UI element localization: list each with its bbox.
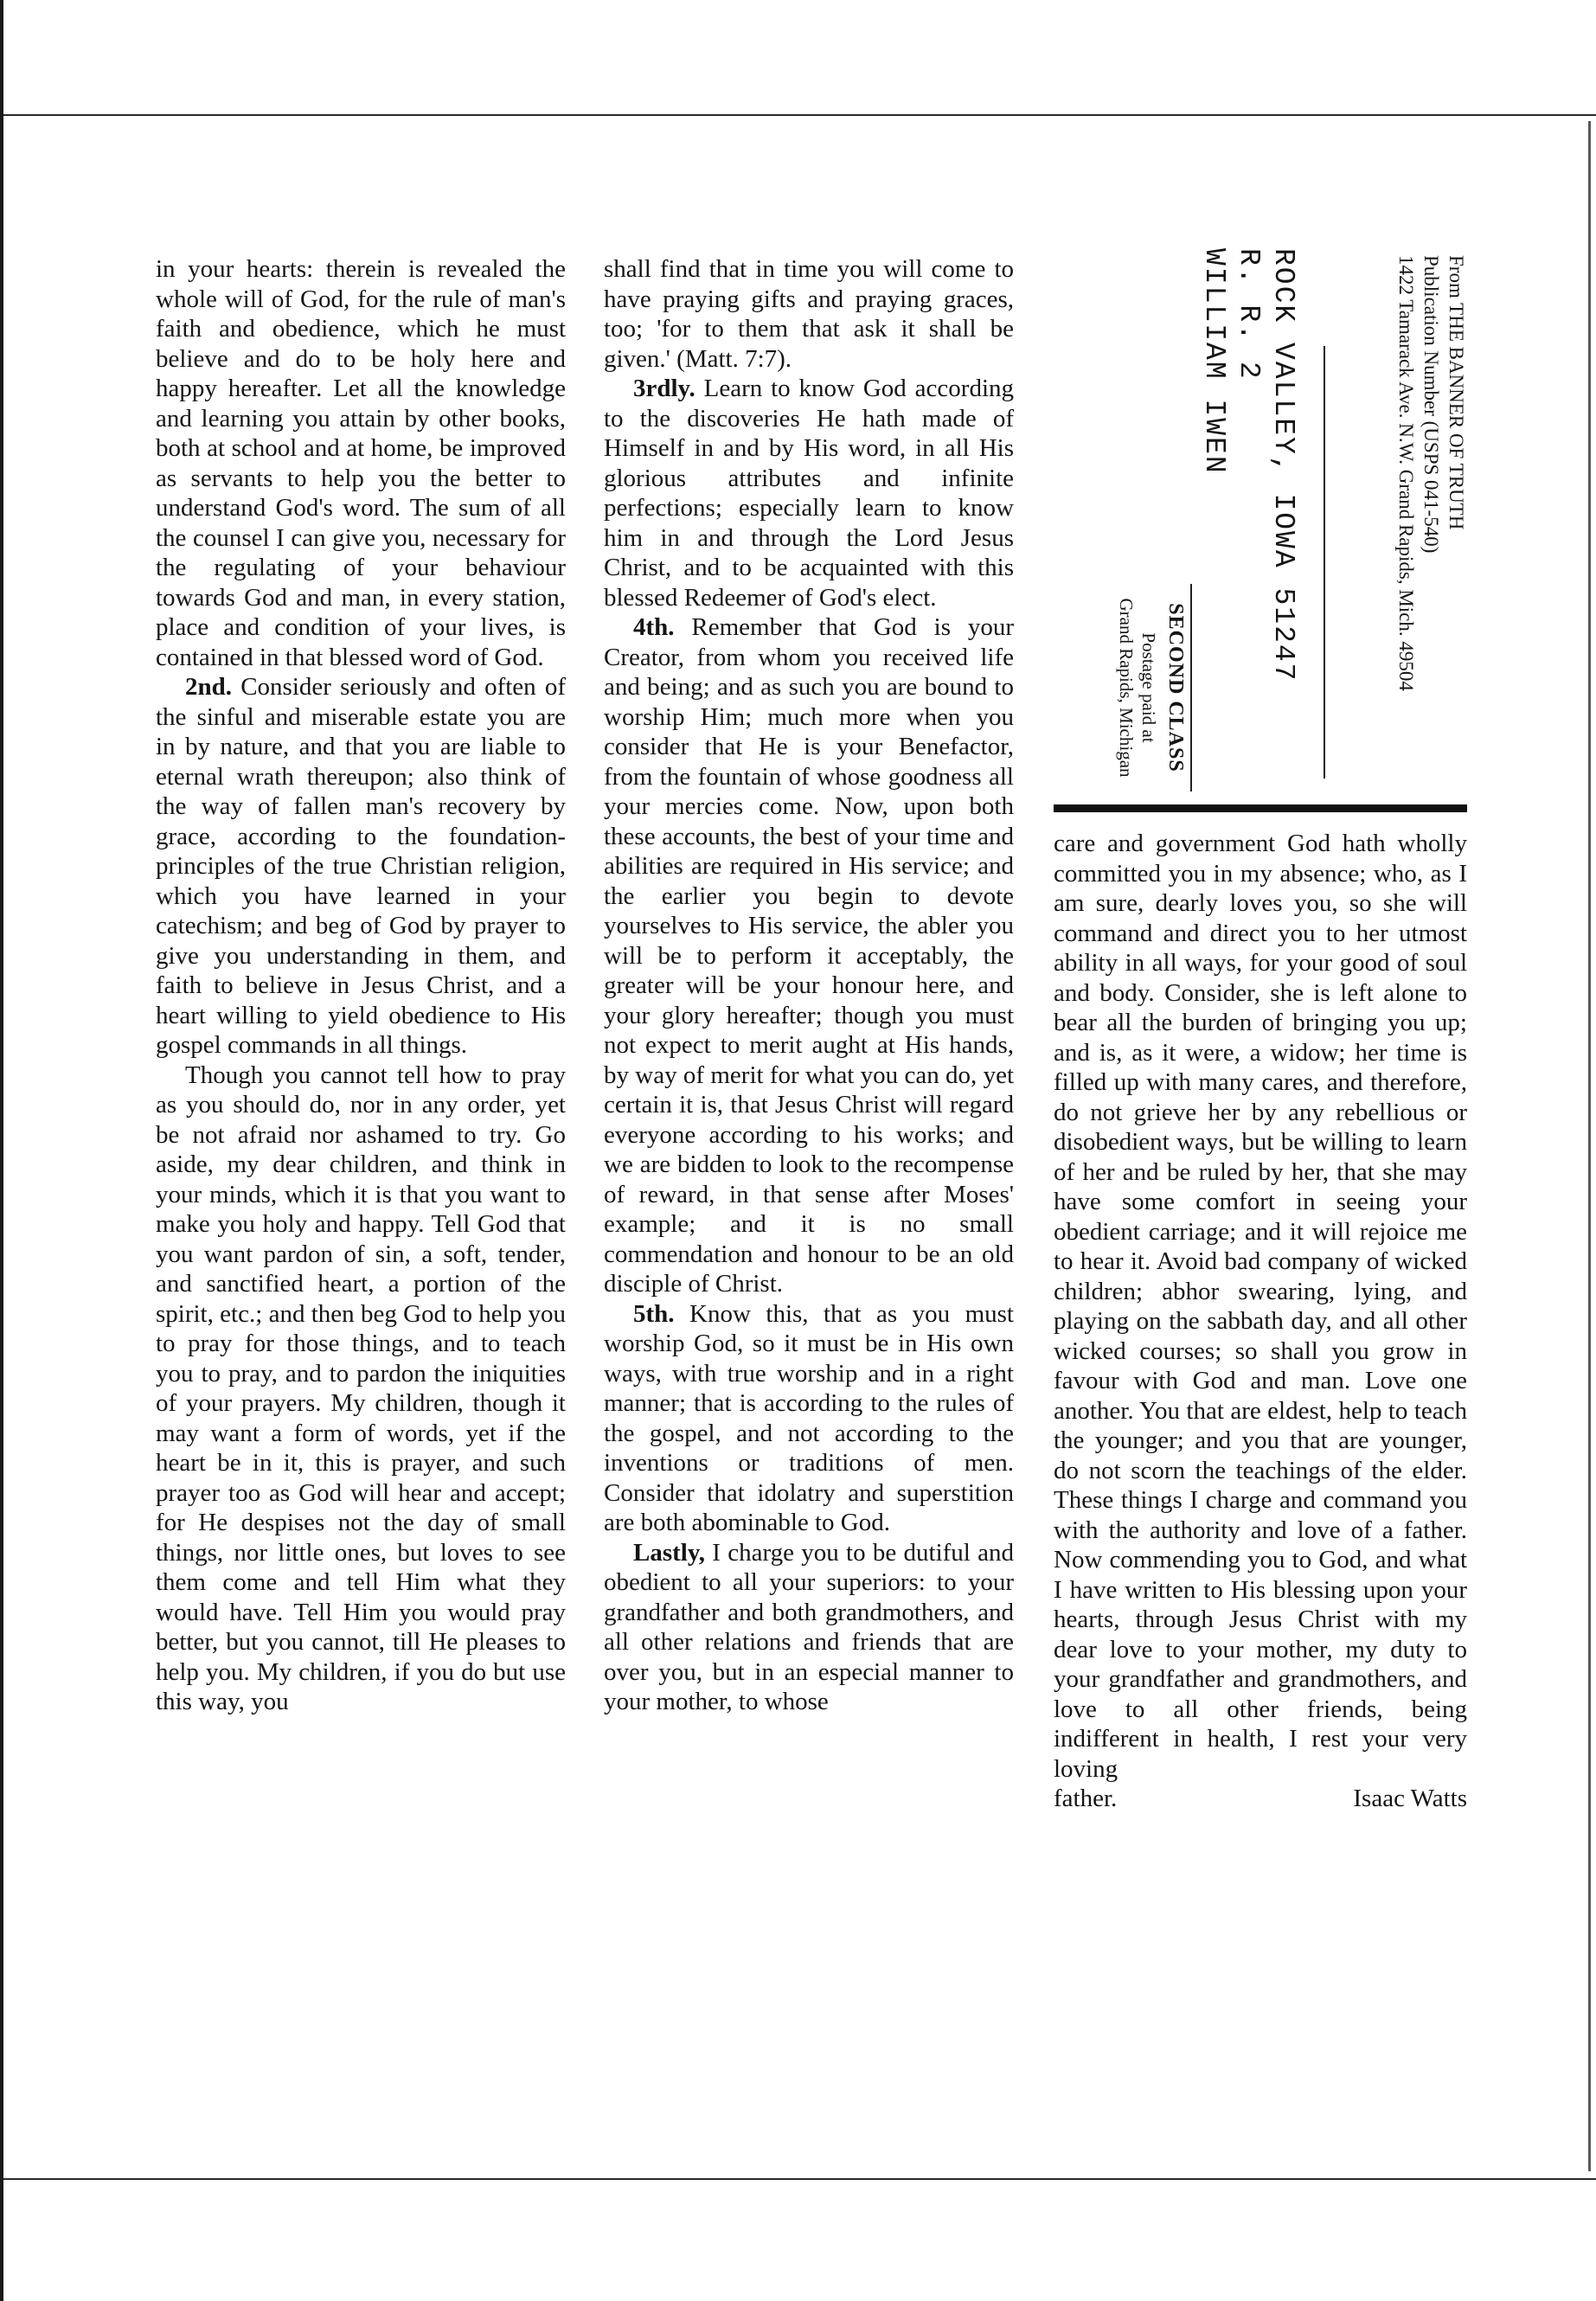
closing-word: father. — [1054, 1785, 1118, 1812]
recipient-city: ROCK VALLEY, IOWA 51247 — [1267, 248, 1299, 683]
paragraph-4th — [604, 612, 1014, 1299]
paragraph-closing: care and government God hath wholly committed you in my absence; who, as I am sure, dearly loves you, so she will command and direct you to her utmost ability in all ways, for your good of soul and body. Consider, she is left alone to bear all the burden of bringing you up; and is, as it were, a widow; her time is filled up with many cares, and therefore, do not grieve her by any rebellious or disobedient ways, but be willing to learn of her and be ruled by her, that she may have some comfort in seeing your obedient carriage; and it will rejoice me to hear it. Avoid bad company of wicked children; abhor swearing, lying, and playing on the sabbath day, and all other wicked courses; so shall you grow in favour with God and man. Love one another. You that are eldest, help to teach the younger; and you that are younger, do not scorn the teachings of the elder. These things I charge and command you with the authority and love of a father. Now commending you to God, and what I have written to His blessing upon your hearts, through Jesus Christ with my dear love to your mother, my duty to your grandfather and grandmothers, and love to all other friends, being indifferent in health, I rest your very loving — [1054, 830, 1467, 1783]
section-lead-5th: 5th. — [633, 1299, 675, 1328]
from-line: From THE BANNER OF TRUTH — [1445, 255, 1467, 530]
paragraph-prayer: Though you cannot tell how to pray as you should do, nor in any order, yet be not afraid nor ashamed to try. Go aside, my dear children, and think in your minds, which it is that you want to make you holy and happy. Tell God that you want pardon of sin, a soft, tender, and sanctified heart, a portion of the spirit, etc.; and then beg God to help you to pray for those things, and to teach you to pray, and to pardon the iniquities of your prayers. My children, though it may want a form of words, yet if the heart be in it, this is prayer, and such prayer too as God will hear and accept; for He despises not the day of small things, nor little ones, but loves to see them come and tell Him what they would have. Tell Him you would pray better, but you cannot, till He pleases to help you. My children, if you do but use this way, you — [156, 1061, 566, 1715]
signoff-line — [1054, 1784, 1467, 1814]
paragraph-counsel-word: in your hearts: therein is revealed the whole will of God, for the rule of man's faith and obedience, which he must believe and do to be holy here and happy hereafter. Let all the knowledge and learning you attain by other books, both at school and at home, be improved as servants to help you the better to understand God's word. The sum of all the counsel I can give you, necessary for the regulating of your behaviour towards God and man, in every station, place and condition of your lives, is contained in that blessed word of God. — [156, 255, 566, 671]
recipient-route: R. R. 2 — [1233, 248, 1265, 381]
paragraph-5th — [604, 1299, 1014, 1538]
permit-rule — [1190, 584, 1192, 792]
page-left-edge — [0, 0, 3, 2301]
paragraph-lastly — [604, 1538, 1014, 1717]
publisher-address: 1422 Tamarack Ave. N.W. Grand Rapids, Mich. 49504 — [1395, 255, 1417, 691]
paragraph-lastly-body: I charge you to be dutiful and obedient to all your superiors: to your grandfather and both grandmothers, and all other relations and friends that are over you, but in an especial manner to your mother, to whose — [604, 1538, 1014, 1715]
paragraph-5th-body: Know this, that as you must worship God, so it must be in His own ways, with true worship and in a right manner; that is according to the rules of the gospel, and not according to the inventions or traditions of men. Consider that idolatry and superstition are both abominable to God. — [604, 1299, 1014, 1536]
recipient-address — [1196, 248, 1300, 767]
page-bottom-edge — [0, 2178, 1596, 2180]
page-right-edge — [1588, 121, 1591, 2171]
recipient-name: WILLIAM IWEN — [1198, 248, 1230, 475]
permit-city: Grand Rapids, Michigan — [1116, 598, 1137, 778]
permit-class: SECOND CLASS — [1164, 603, 1187, 772]
paragraph-3rdly-body: Learn to know God according to the discoveries He hath made of Himself in and by His word, in all His glorious attributes and infinite perfections; especially learn to know him in and through the Lord Jesus Christ, and to be acquainted with this blessed Redeemer of God's elect. — [604, 375, 1015, 612]
mailing-label-rotated — [1054, 238, 1469, 800]
text-column-2 — [604, 254, 1014, 1717]
address-rule — [1324, 346, 1325, 779]
section-lead-2nd: 2nd. — [185, 673, 233, 701]
text-column-1 — [156, 254, 566, 1717]
paragraph-4th-body: Remember that God is your Creator, from whom you received life and being; and as such you are bound to worship Him; much more when you consider that He is your Benefactor, from the fountain of whose goodness all your mercies come. Now, upon both these accounts, the best of your time and abilities are required in His service; and the earlier you begin to devote yourselves to His service, the abler you will be to perform it acceptably, the greater will be your honour here, and your glory hereafter; though you must not expect to merit aught at His hands, by way of merit for what you can do, yet certain it is, that Jesus Christ will regard everyone according to his works; and we are bidden to look to the recompense of reward, in that sense after Moses' example; and it is no small commendation and honour to be an old disciple of Christ. — [604, 613, 1014, 1298]
postage-permit — [1088, 584, 1192, 792]
mailing-label — [1054, 238, 1469, 800]
permit-postage: Postage paid at — [1138, 632, 1159, 743]
section-lead-4th: 4th. — [633, 613, 675, 641]
publication-number: Publication Number (USPS 041-540) — [1420, 255, 1442, 554]
page-top-edge — [0, 114, 1596, 116]
signature: Isaac Watts — [1353, 1785, 1467, 1812]
section-lead-lastly: Lastly, — [633, 1538, 705, 1567]
paragraph-3rdly — [604, 374, 1014, 612]
paragraph-continued: shall find that in time you will come to have praying gifts and praying graces, too; 'for to them that ask it shall be given.' (Matt. 7:7). — [604, 255, 1014, 373]
text-column-3 — [1054, 829, 1467, 1814]
publisher-block — [1394, 255, 1469, 792]
paragraph-2nd — [156, 672, 566, 1061]
label-divider — [1054, 804, 1467, 812]
section-lead-3rdly: 3rdly. — [633, 375, 695, 402]
paragraph-2nd-body: Consider seriously and often of the sinful and miserable estate you are in by nature, and that you are liable to eternal wrath thereupon; also think of the way of fallen man's recovery by grace, according to the foundation-principles of the true Christian religion, which you have learned in your catechism; and beg of God by prayer to give you understanding in them, and faith to believe in Jesus Christ, and a heart willing to yield obedience to His gospel commands in all things. — [156, 673, 566, 1059]
